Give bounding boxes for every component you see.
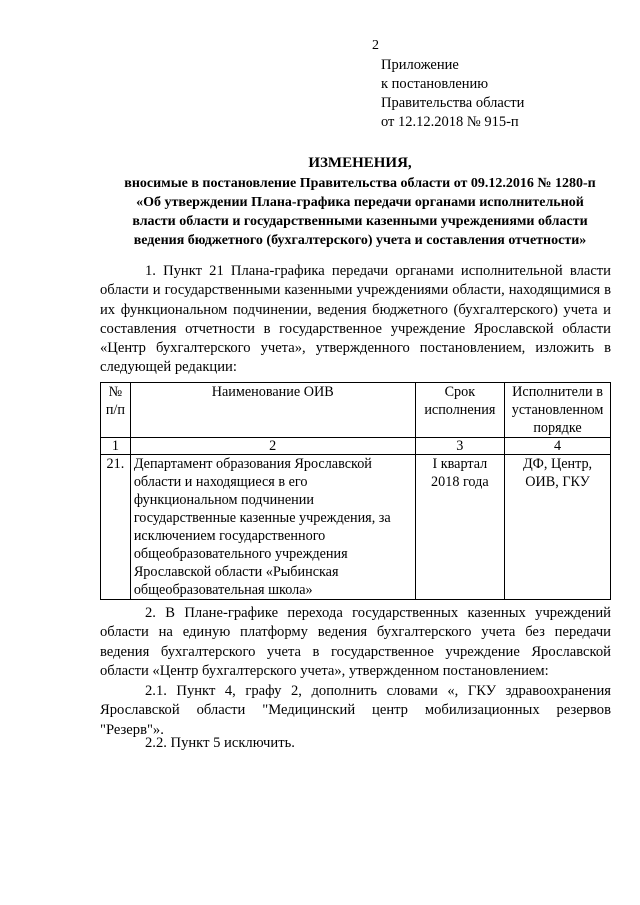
document-title: ИЗМЕНЕНИЯ, [308, 155, 412, 171]
paragraph-2-1: 2.1. Пункт 4, графу 2, дополнить словами «, ГКУ здравоохранения Ярославской области "Медицинский центр мобилизационных резервов "Резерв"». [100, 683, 611, 738]
appendix-line: к постановлению [381, 76, 489, 92]
column-number-row [101, 438, 611, 455]
row-executors-cell: ДФ, Центр, ОИВ, ГКУ [505, 455, 611, 600]
header-cell-term: Срок исполнения [415, 383, 504, 438]
document-header [100, 154, 620, 250]
document-subtitle-line: ведения бюджетного (бухгалтерского) учета и составления отчетности» [133, 233, 587, 248]
column-number-cell: 1 [101, 438, 131, 455]
paragraph-1: 1. Пункт 21 Плана-графика передачи органами исполнительной власти области и государственными казенными учреждениями области, находящимися в их функциональном подчинении, ведения бюджетного (бухгалтерского) учета и составления отчетности в государственное учреждение Ярославской области «Центр бухгалтерского учета», утвержденного постановлением, изложить в следующей редакции: [100, 263, 611, 376]
header-cell-name: Наименование ОИВ [130, 383, 415, 438]
appendix-line: Приложение [381, 57, 459, 73]
document-subtitle-line: вносимые в постановление Правительства области от 09.12.2016 № 1280-п [124, 176, 596, 191]
appendix-line: Правительства области [381, 95, 525, 111]
appendix-line: от 12.12.2018 № 915-п [381, 114, 519, 130]
table-header-row [101, 383, 611, 438]
row-name-cell: Департамент образования Ярославской области и находящиеся в его функциональном подчинении государственные казенные учреждения, за исключением государственного общеобразовательного учреждения Ярославской области «Рыбинская общеобразовательная школа» [130, 455, 415, 600]
appendix-block [381, 56, 524, 132]
column-number-cell: 4 [505, 438, 611, 455]
plan-table [100, 382, 611, 600]
page-number: 2 [372, 38, 379, 53]
paragraph-2-2: 2.2. Пункт 5 исключить. [145, 735, 295, 751]
header-cell-executors: Исполнители в установленном порядке [505, 383, 611, 438]
column-number-cell: 3 [415, 438, 504, 455]
header-cell-num: № п/п [101, 383, 131, 438]
row-number-cell: 21. [101, 455, 131, 600]
row-term-cell: I квартал 2018 года [415, 455, 504, 600]
column-number-cell: 2 [130, 438, 415, 455]
table-row [101, 455, 611, 600]
document-subtitle-line: «Об утверждении Плана-графика передачи органами исполнительной [136, 195, 584, 210]
paragraph-2: 2. В Плане-графике перехода государственных казенных учреждений области на единую платформу ведения бухгалтерского учета без передачи ведения бухгалтерского учета в государственное учреждение Ярославской области «Центр бухгалтерского учета», утвержденном постановлением: [100, 605, 611, 679]
document-subtitle-line: власти области и государственными казенными учреждениями области [132, 214, 588, 229]
